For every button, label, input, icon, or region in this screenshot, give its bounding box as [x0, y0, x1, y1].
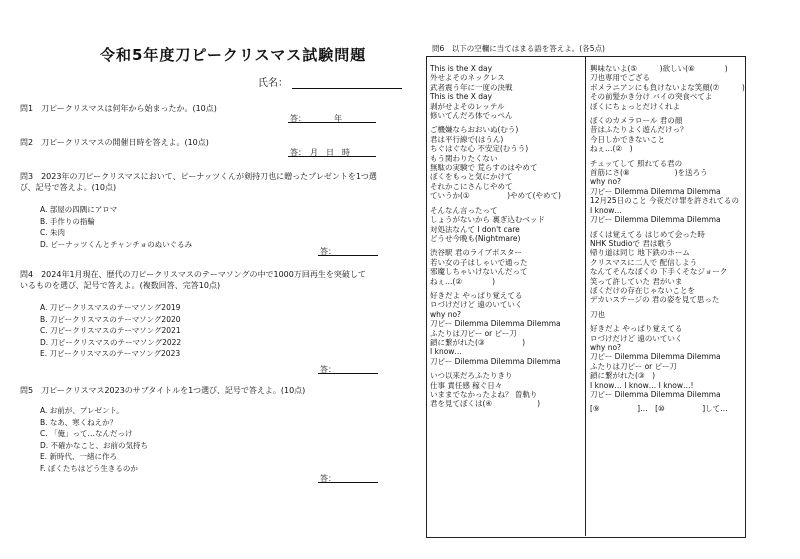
lyric-line: 刀ピー Dilemma Dilemma Dilemma: [590, 352, 721, 362]
option: E. 新時代、一緒に作ろ: [40, 452, 118, 461]
question-3-line1: 問3 2023年の刀ピークリスマスにおいて、ピーナッツくんが剣持刀也に贈ったプレゼントを1つ選: [20, 172, 377, 181]
lyric-line: 鎖に繋がれた(③ ): [430, 337, 526, 347]
lyric-line: ねぇ…(② ): [430, 276, 496, 286]
lyric-line: why no?: [590, 177, 622, 187]
lyric-line: 刀ピー Dilemma Dilemma Dilemma: [590, 215, 721, 225]
lyric-line: ぼくは覚えてる はじめて会った時: [590, 229, 705, 239]
lyric-line: 刀也: [590, 309, 605, 319]
lyric-line: This is the X day: [430, 64, 493, 73]
lyric-line: そんなん言ったって: [430, 205, 498, 215]
lyric-line: なんてそんなぼくの 下手くそなジョーク: [590, 267, 728, 277]
answer-3-line[interactable]: [318, 255, 378, 256]
lyric-line: デカいステージの 君の姿を見て思った: [590, 295, 720, 305]
answer-2-line[interactable]: [288, 156, 376, 157]
answer-1-line[interactable]: [288, 122, 376, 123]
option: E. 刀ピークリスマスのテーマソング2023: [40, 349, 181, 358]
lyric-line: 邪魔しちゃいけないんだって: [430, 267, 528, 277]
option: A. お前が、プレゼント。: [40, 406, 124, 415]
lyric-line: why no?: [430, 309, 462, 319]
lyric-line: This is the X day: [430, 92, 493, 102]
name-label: 氏名：: [258, 78, 288, 89]
lyric-line: どうせ今晩も(Nightmare): [430, 233, 521, 243]
lyric-line: 刀也専用でござる: [590, 73, 650, 83]
lyric-line: ていうか(① )やめて(やめて): [430, 191, 561, 201]
lyric-line: 鎖に繋がれた(③ ): [590, 371, 656, 381]
option: D. 刀ピークリスマスのテーマソング2022: [40, 337, 182, 347]
lyric-line: [⑨ ]… [⑩ ]して…: [590, 404, 728, 414]
lyric-line: 刀ピー Dilemma Dilemma Dilemma: [590, 186, 721, 196]
option: A. 刀ピークリスマスのテーマソング2019: [40, 303, 181, 312]
lyric-line: 刀ピー Dilemma Dilemma Dilemma: [590, 390, 721, 399]
lyric-line: 今日しかできないこと: [590, 134, 665, 144]
option: D. 不確かなこと、お前の気持ち: [40, 440, 149, 450]
lyric-line: 君は平行線で(はうん): [430, 134, 504, 144]
lyric-line: しょうがないから 裏ぎ込むベッド: [430, 215, 545, 225]
lyric-line: 対処法なんて I don't care: [430, 224, 520, 234]
lyric-line: いままでなかったよね？ 曽軌り: [430, 390, 538, 399]
lyric-line: I know… I know… I know…!: [590, 380, 694, 390]
answer-4: 答：: [320, 365, 336, 374]
question-4: [20, 269, 400, 291]
lyric-line: 首筋にさ(⑧ )を送ろう: [590, 168, 708, 178]
option: B. なあ、寒くねえか？: [40, 417, 118, 427]
lyric-line: ちぐはぐな心 不安定(むうう): [430, 144, 529, 154]
lyric-line: ふたりは刀ピー or ピー刀: [590, 361, 677, 371]
question-3: [20, 171, 400, 193]
lyric-line: 昔はふたりよく遊んだけっ？: [590, 125, 688, 135]
lyric-line: why no?: [590, 342, 622, 352]
lyric-line: 剥がせよそのレッテル: [430, 101, 505, 111]
lyric-line: 君を見てぼくは(④ ): [430, 399, 541, 409]
lyric-line: ねぇ…(② ): [590, 144, 633, 154]
option: C. 刀ピークリスマスのテーマソング2021: [40, 326, 181, 335]
lyric-line: ロづけだけど 遠のいていく: [590, 333, 683, 343]
lyric-line: それかこにさんじやめて: [430, 181, 513, 191]
lyric-line: ご機嫌ならおおいぬ(むう): [430, 125, 519, 135]
lyric-line: 12月25日のこと 今夜だけ罪を許されてるの: [590, 196, 739, 206]
answer-2: 答： 月 日 時: [290, 148, 350, 157]
lyrics-right-column: [590, 64, 745, 414]
question-4-line2: いるものを選び、記号で答えよ。(複数回答、完答10点): [20, 281, 221, 290]
lyric-line: クリスマスに二人で 配信しよう: [590, 257, 698, 267]
lyric-line: 帰り道は同じ 地下鉄のホーム: [590, 248, 690, 258]
name-line[interactable]: [292, 77, 402, 89]
lyric-line: ぼくをもっと気にかけて: [430, 172, 513, 182]
lyric-line: 好きだよ やっぱり覚えてる: [430, 290, 523, 300]
answer-4-line[interactable]: [318, 373, 378, 374]
lyric-line: 好きだよ やっぱり覚えてる: [590, 324, 683, 334]
answer-1: 答： 年: [290, 114, 342, 123]
option: C. 朱肉: [40, 228, 66, 237]
lyric-line: その前髪かき分け バイの突食べてよ: [590, 92, 713, 102]
answer-5-line[interactable]: [318, 482, 378, 483]
lyric-line: 武者震う年に一度の決戦: [430, 82, 513, 92]
question-3-options: [40, 204, 192, 250]
lyric-line: I know…: [590, 205, 622, 215]
lyric-line: ぼくだけの存在じゃないことを: [590, 285, 695, 295]
option: D. ピーナッツくんとチャンチョのぬいぐるみ: [40, 239, 193, 249]
lyric-line: 刀ピー Dilemma Dilemma Dilemma: [430, 319, 561, 329]
lyric-line: 笑って許していた 君がいま: [590, 276, 683, 286]
lyric-line: 興味ないよ(⑤ )欲しい(⑥ ): [590, 64, 728, 73]
lyric-line: 無駄の実験で 荒らすのはやめて: [430, 163, 538, 173]
lyric-line: チュッてして 照れてる君の: [590, 158, 683, 168]
name-field[interactable]: [258, 74, 402, 89]
lyrics-left-column: [430, 64, 561, 409]
lyric-line: ふたりは刀ピー or ピー刀: [430, 328, 517, 338]
question-6: 問6 以下の空欄に当てはまる語を答えよ。(各5点): [432, 44, 605, 53]
lyric-line: 渋谷駅 君のライブポスター: [430, 248, 522, 258]
lyric-line: I know…: [430, 347, 462, 357]
option: B. 刀ピークリスマスのテーマソング2020: [40, 314, 181, 324]
question-1: 問1 刀ピークリスマスは何年から始まったか。(10点): [20, 104, 217, 113]
lyric-line: 若い女の子はしゃいで通った: [430, 257, 528, 267]
lyric-line: ぼくのカメラロール 君の顔: [590, 116, 683, 126]
lyric-line: ボメラニアンにも負けないよな笑顔(⑦ ): [590, 82, 745, 92]
page-title: 令和5年度刀ピークリスマス試験問題: [100, 46, 367, 64]
lyric-line: 刀ピー Dilemma Dilemma Dilemma: [430, 356, 561, 366]
question-3-line2: び、記号で答えよ。(10点): [20, 183, 117, 192]
lyric-line: ぼくにちょっとだけくれよ: [590, 101, 680, 111]
lyric-line: NHK Studioで 君は歌う: [590, 238, 673, 248]
answer-5: 答：: [320, 474, 336, 483]
lyric-line: 外せよそのネックレス: [430, 73, 505, 83]
lyric-line: 仕事 責任感 稼ぐ日々: [430, 380, 503, 390]
option: B. 手作りの指輪: [40, 216, 95, 226]
question-4-options: [40, 302, 181, 360]
question-5: 問5 刀ピークリスマス2023のサブタイトルを1つ選び、記号で答えよ。(10点): [20, 386, 306, 395]
answer-3: 答：: [320, 247, 336, 256]
question-5-options: [40, 405, 148, 474]
lyric-line: 修いてんだろ体でっぺん: [430, 111, 513, 121]
lyric-line: もう関わりたくない: [430, 153, 498, 163]
question-2: 問2 刀ピークリスマスの開催日時を答えよ。(10点): [20, 138, 209, 147]
option: F. ぼくたちはどう生きるのか: [40, 463, 138, 473]
question-4-line1: 問4 2024年1月現在、歴代の刀ピークリスマスのテーマソングの中で1000万回再生を突破して: [20, 270, 366, 279]
lyric-line: いつ以来だろふたりきり: [430, 371, 513, 381]
option: C. 「俺」って…なんだっけ: [40, 429, 133, 438]
lyrics-divider: [585, 56, 586, 536]
lyric-line: ロづけだけど 遠のいていく: [430, 300, 523, 310]
option: A. 部屋の四隅にアロマ: [40, 205, 118, 214]
